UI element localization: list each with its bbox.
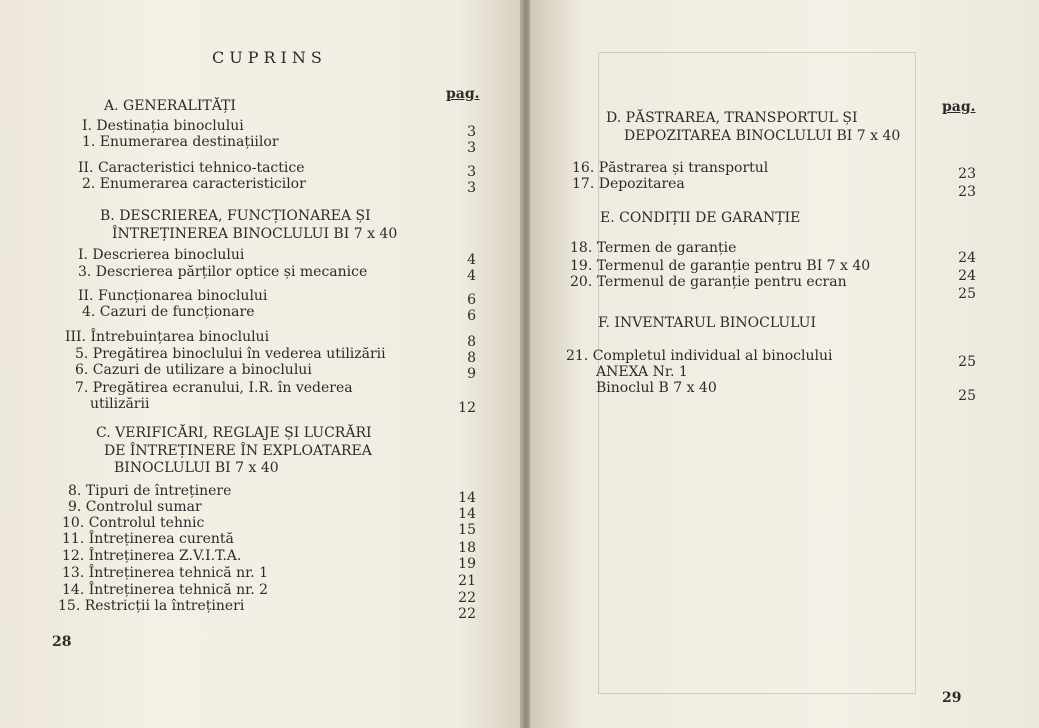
left-entry-27: 15. Restricții la întrețineri [58,598,245,614]
right-page-number: 29 [942,690,962,706]
left-entry-4: II. Caracteristici tehnico-tactice [78,160,305,176]
right-entry-7: 19. Termenul de garanție pentru BI 7 x 40 [570,258,871,274]
left-page-ref-16: 12 [458,400,476,416]
left-entry-12: III. Întrebuințarea binoclului [65,329,270,345]
left-entry-22: 10. Controlul tehnic [62,515,205,531]
right-page-ref-10: 25 [958,354,976,370]
left-entry-17: C. VERIFICĂRI, REGLAJE ȘI LUCRĂRI [96,425,372,441]
left-page-ref-12: 8 [467,334,476,350]
right-page-ref-3: 23 [958,166,976,182]
right-entry-8: 20. Termenul de garanție pentru ecran [570,274,847,290]
left-page-ref-26: 22 [458,590,476,606]
left-page-number: 28 [52,634,72,650]
right-page-ref-6: 24 [958,250,976,266]
toc-title: CUPRINS [212,48,327,67]
left-entry-6: B. DESCRIEREA, FUNCȚIONAREA ȘI [100,208,371,224]
right-entry-3: 16. Păstrarea și transportul [572,160,769,176]
right-entry-6: 18. Termen de garanție [570,240,737,256]
left-page-ref-4: 3 [467,164,476,180]
left-entry-8: I. Descrierea binoclului [78,247,245,263]
left-entry-2: I. Destinația binoclului [82,118,244,134]
left-entry-18: DE ÎNTREȚINERE ÎN EXPLOATAREA [104,443,372,459]
left-entry-11: 4. Cazuri de funcționare [82,304,255,320]
right-page [530,0,1039,728]
left-page-ref-25: 21 [458,573,476,589]
right-entry-1: D. PĂSTRAREA, TRANSPORTUL ȘI [606,110,858,126]
left-page-ref-20: 14 [458,490,476,506]
left-page-ref-2: 3 [467,124,476,140]
right-entry-10: 21. Completul individual al binoclului [566,348,833,364]
left-entry-20: 8. Tipuri de întreținere [68,483,232,499]
left-entry-25: 13. Întreținerea tehnică nr. 1 [62,565,269,581]
left-entry-15: 7. Pregătirea ecranului, I.R. în vederea [75,380,353,396]
left-entry-9: 3. Descrierea părților optice și mecanice [78,264,368,280]
left-entry-24: 12. Întreținerea Z.V.I.T.A. [62,548,242,564]
left-page-ref-9: 4 [467,268,476,284]
right-page-ref-4: 23 [958,184,976,200]
left-entry-23: 11. Întreținerea curentă [62,531,234,547]
right-page-ref-12: 25 [958,388,976,404]
left-page-ref-22: 15 [458,522,476,538]
left-entry-21: 9. Controlul sumar [68,499,202,515]
left-entry-7: ÎNTREȚINEREA BINOCLULUI BI 7 x 40 [112,226,398,242]
left-entry-5: 2. Enumerarea caracteristicilor [82,176,306,192]
right-entry-5: E. CONDIȚII DE GARANȚIE [600,210,801,226]
right-pag-label: pag. [942,99,976,115]
right-entry-4: 17. Depozitarea [572,176,685,192]
left-page-ref-3: 3 [467,140,476,156]
right-entry-11: ANEXA Nr. 1 [596,364,688,380]
left-page-ref-21: 14 [458,506,476,522]
right-entry-9: F. INVENTARUL BINOCLULUI [598,315,817,331]
right-page-ref-8: 25 [958,286,976,302]
left-page-ref-11: 6 [467,308,476,324]
left-page-ref-10: 6 [467,292,476,308]
left-page-ref-13: 8 [467,350,476,366]
left-entry-13: 5. Pregătirea binoclului în vederea utilizării [75,346,386,362]
left-pag-label: pag. [446,86,480,102]
left-entry-26: 14. Întreținerea tehnică nr. 2 [62,582,269,598]
right-page-ref-7: 24 [958,268,976,284]
right-entry-12: Binoclul B 7 x 40 [596,380,717,396]
left-page-ref-24: 19 [458,556,476,572]
left-entry-19: BINOCLULUI BI 7 x 40 [114,460,279,476]
left-page-ref-8: 4 [467,252,476,268]
left-page-ref-14: 9 [467,366,476,382]
left-entry-1: A. GENERALITĂȚI [104,98,236,114]
left-page-ref-23: 18 [458,540,476,556]
left-entry-10: II. Funcționarea binoclului [78,288,268,304]
left-page-ref-27: 22 [458,606,476,622]
left-entry-14: 6. Cazuri de utilizare a binoclului [75,362,312,378]
left-page-ref-5: 3 [467,180,476,196]
left-entry-3: 1. Enumerarea destinațiilor [82,134,279,150]
right-entry-2: DEPOZITAREA BINOCLULUI BI 7 x 40 [624,128,901,144]
left-entry-16: utilizării [90,396,150,412]
